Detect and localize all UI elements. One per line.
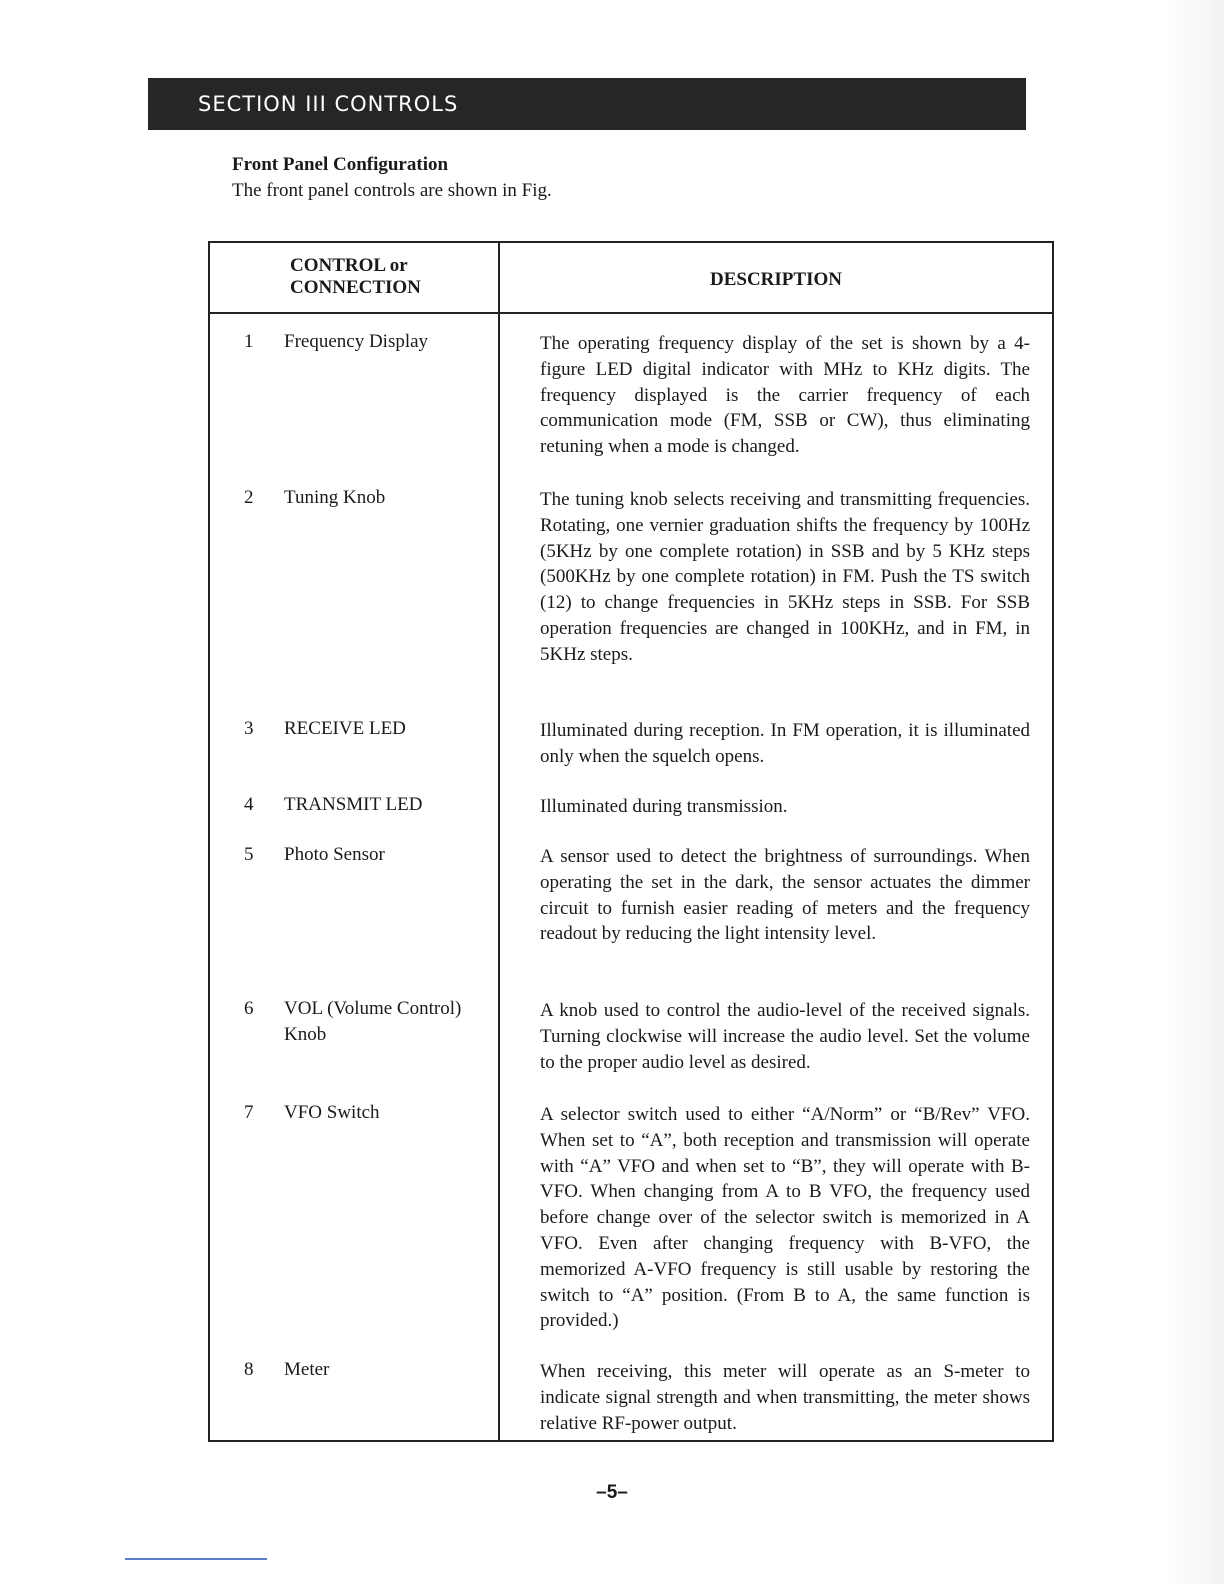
row-description: Illuminated during reception. In FM operation, it is illuminated only when the squelch opens. bbox=[540, 720, 1030, 767]
row-control-name: TRANSMIT LED bbox=[284, 794, 423, 815]
row-control-name: RECEIVE LED bbox=[284, 718, 406, 739]
row-number: 6 bbox=[244, 998, 254, 1019]
row-description: The operating frequency display of the set is shown by a 4-figure LED digital indicator with MHz to KHz digits. The frequency displayed is the carrier frequency of each communication mode (FM, SSB or CW), thus eliminating retuning when a mode is changed. bbox=[540, 333, 1030, 458]
row-control-name: Tuning Knob bbox=[284, 487, 386, 508]
row-control-name: VFO Switch bbox=[284, 1102, 380, 1123]
header-divider bbox=[210, 312, 1052, 314]
column-header-control-line2: CONNECTION bbox=[290, 277, 421, 298]
row-number: 1 bbox=[244, 331, 254, 352]
scan-artifact-line bbox=[125, 1558, 267, 1560]
column-header-control bbox=[290, 255, 421, 299]
controls-table bbox=[208, 241, 1054, 1442]
row-control-name: Meter bbox=[284, 1359, 330, 1380]
intro-text: The front panel controls are shown in Fig. bbox=[232, 180, 552, 201]
section-title: SECTION III CONTROLS bbox=[148, 78, 1026, 130]
column-header-control-line1: CONTROL or bbox=[290, 255, 408, 276]
row-control-name: VOL (Volume Control) Knob bbox=[284, 998, 462, 1045]
row-number: 5 bbox=[244, 844, 254, 865]
column-header-description: DESCRIPTION bbox=[710, 269, 842, 290]
row-description: When receiving, this meter will operate as an S-meter to indicate signal strength and when transmitting, the meter shows relative RF-power output. bbox=[540, 1361, 1030, 1434]
row-control-name: Photo Sensor bbox=[284, 844, 385, 865]
page-number: –5– bbox=[596, 1482, 628, 1503]
row-number: 4 bbox=[244, 794, 254, 815]
column-divider bbox=[498, 243, 500, 1440]
row-number: 8 bbox=[244, 1359, 254, 1380]
page-edge-shadow bbox=[1164, 0, 1224, 1584]
row-description: A knob used to control the audio-level of the received signals. Turning clockwise will increase the audio level. Set the volume to the proper audio level as desired. bbox=[540, 1000, 1030, 1073]
intro-heading: Front Panel Configuration bbox=[232, 154, 449, 175]
row-description: A selector switch used to either “A/Norm” or “B/Rev” VFO. When set to “A”, both reception and transmission will operate with “A” VFO and when set to “B”, they will operate with B-VFO. When changing from A to B VFO, the frequency used before change over of the selector switch is memorized in A VFO. Even after changing frequency with B-VFO, the memorized A-VFO frequency is still usable by restoring the switch to “A” position. (From B to A, the same function is provided.) bbox=[540, 1104, 1030, 1332]
row-description: A sensor used to detect the brightness of surroundings. When operating the set in the dark, the sensor actuates the dimmer circuit to furnish easier reading of meters and the frequency readout by reducing the light intensity level. bbox=[540, 846, 1030, 945]
row-number: 2 bbox=[244, 487, 254, 508]
row-description: The tuning knob selects receiving and transmitting frequencies. Rotating, one vernier graduation shifts the frequency by 100Hz (5KHz by one complete rotation) in SSB and by 5 KHz steps (500KHz by one complete rotation) in FM. Push the TS switch (12) to change frequencies in 5KHz steps in SSB. For SSB operation frequencies are changed in 100KHz, and in FM, in 5KHz steps. bbox=[540, 489, 1030, 665]
row-control-name: Frequency Display bbox=[284, 331, 429, 352]
row-number: 3 bbox=[244, 718, 254, 739]
intro-block bbox=[232, 152, 552, 204]
row-description: Illuminated during transmission. bbox=[540, 796, 788, 817]
row-number: 7 bbox=[244, 1102, 254, 1123]
